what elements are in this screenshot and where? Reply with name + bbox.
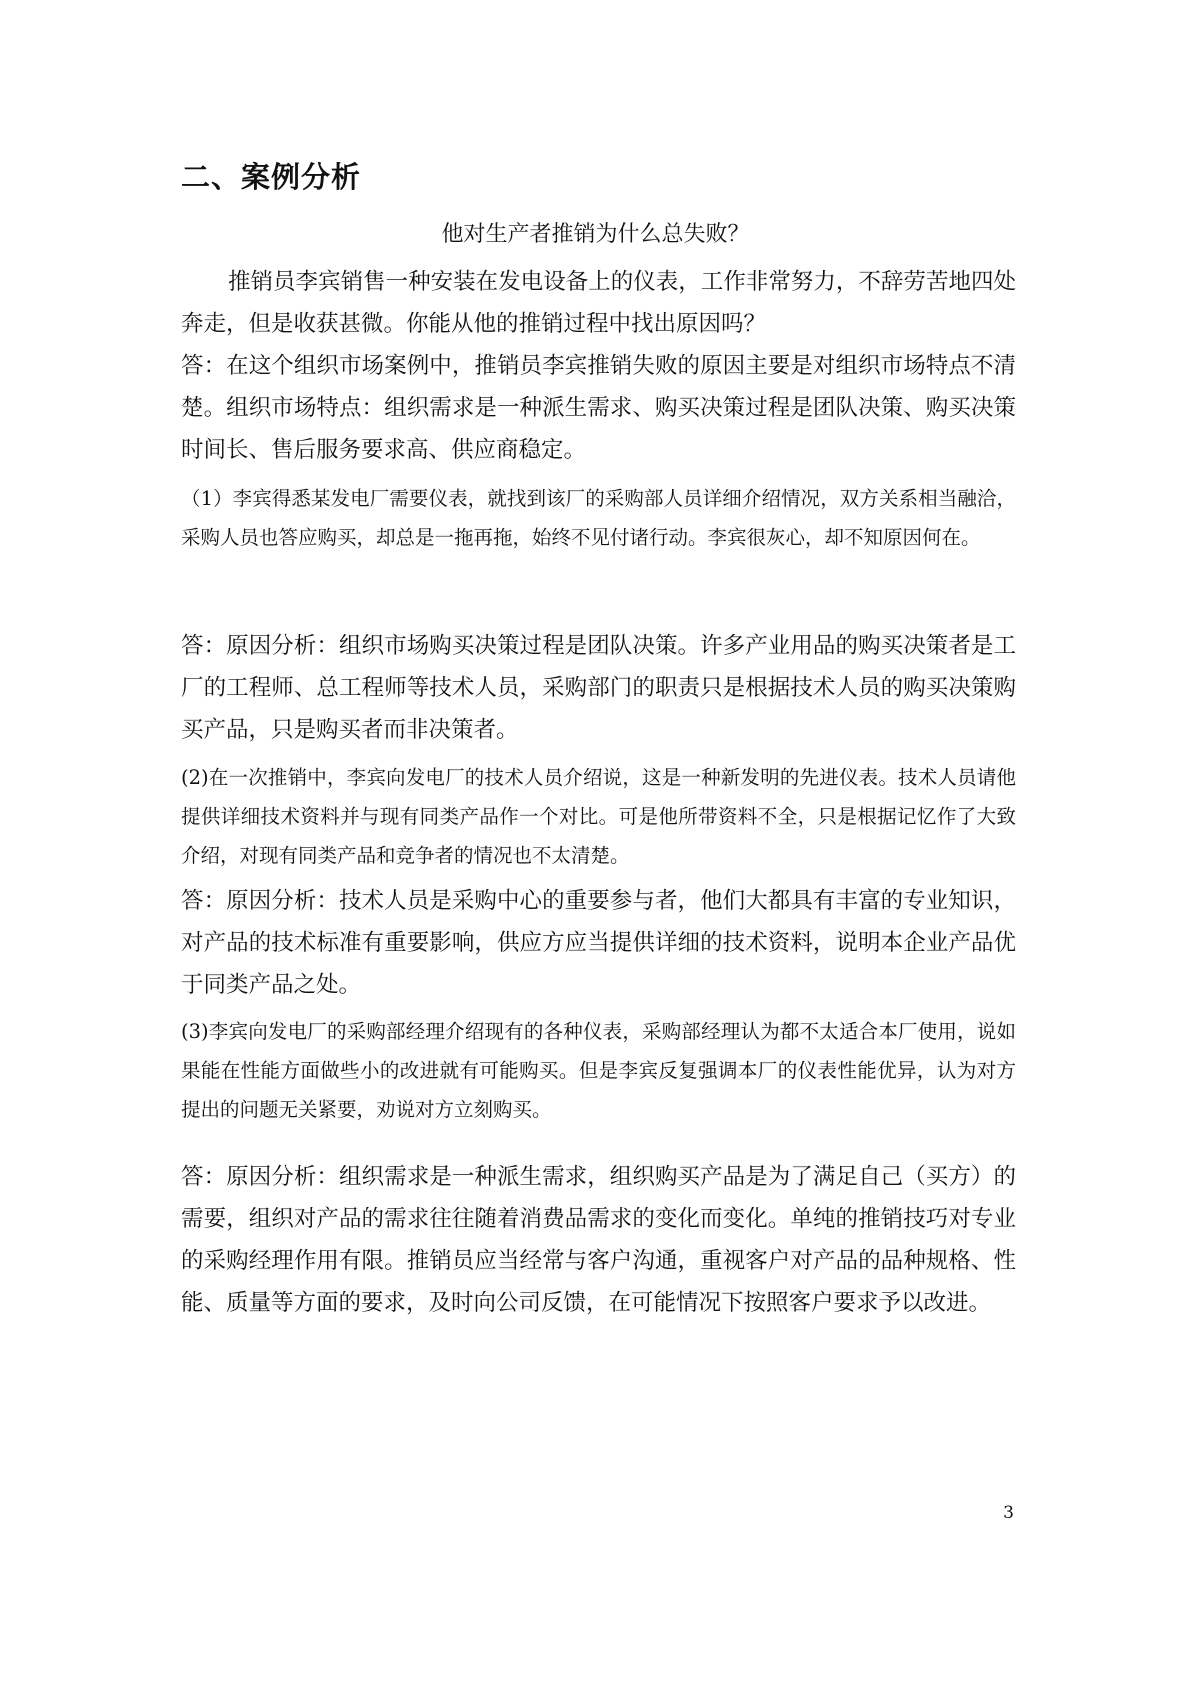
answer-2-paragraph: 答：原因分析：技术人员是采购中心的重要参与者，他们大都具有丰富的专业知识，对产品的技术标准有重要影响，供应方应当提供详细的技术资料，说明本企业产品优于同类产品之处。 (181, 888, 1016, 998)
case-3-paragraph: (3)李宾向发电厂的采购部经理介绍现有的各种仪表，采购部经理认为都不太适合本厂使用，说如果能在性能方面做些小的改进就有可能购买。但是李宾反复强调本厂的仪表性能优异，认为对方提出的问题无关紧要，劝说对方立刻购买。 (181, 1020, 1016, 1121)
answer-main-paragraph: 答：在这个组织市场案例中，推销员李宾推销失败的原因主要是对组织市场特点不清楚。组织市场特点：组织需求是一种派生需求、购买决策过程是团队决策、购买决策时间长、售后服务要求高、供应商稳定。 (181, 353, 1016, 463)
page-number: 3 (1003, 1503, 1014, 1523)
case-title: 他对生产者推销为什么总失败？ (441, 222, 750, 247)
case-2-paragraph: (2)在一次推销中，李宾向发电厂的技术人员介绍说，这是一种新发明的先进仪表。技术人员请他提供详细技术资料并与现有同类产品作一个对比。可是他所带资料不全，只是根据记忆作了大致介绍，对现有同类产品和竞争者的情况也不太清楚。 (181, 766, 1016, 867)
case-1-paragraph: （1）李宾得悉某发电厂需要仪表，就找到该厂的采购部人员详细介绍情况，双方关系相当融洽，采购人员也答应购买，却总是一拖再拖，始终不见付诸行动。李宾很灰心，却不知原因何在。 (181, 487, 1016, 549)
intro-paragraph: 推销员李宾销售一种安装在发电设备上的仪表，工作非常努力，不辞劳苦地四处奔走，但是收获甚微。你能从他的推销过程中找出原因吗？ (181, 269, 1016, 337)
answer-1-paragraph: 答：原因分析：组织市场购买决策过程是团队决策。许多产业用品的购买决策者是工厂的工程师、总工程师等技术人员，采购部门的职责只是根据技术人员的购买决策购买产品，只是购买者而非决策者。 (181, 633, 1016, 743)
section-heading: 二、案例分析 (181, 160, 362, 194)
answer-3-paragraph: 答：原因分析：组织需求是一种派生需求，组织购买产品是为了满足自己（买方）的需要，组织对产品的需求往往随着消费品需求的变化而变化。单纯的推销技巧对专业的采购经理作用有限。推销员应当经常与客户沟通，重视客户对产品的品种规格、性能、质量等方面的要求，及时向公司反馈，在可能情况下按照客户要求予以改进。 (181, 1164, 1016, 1316)
